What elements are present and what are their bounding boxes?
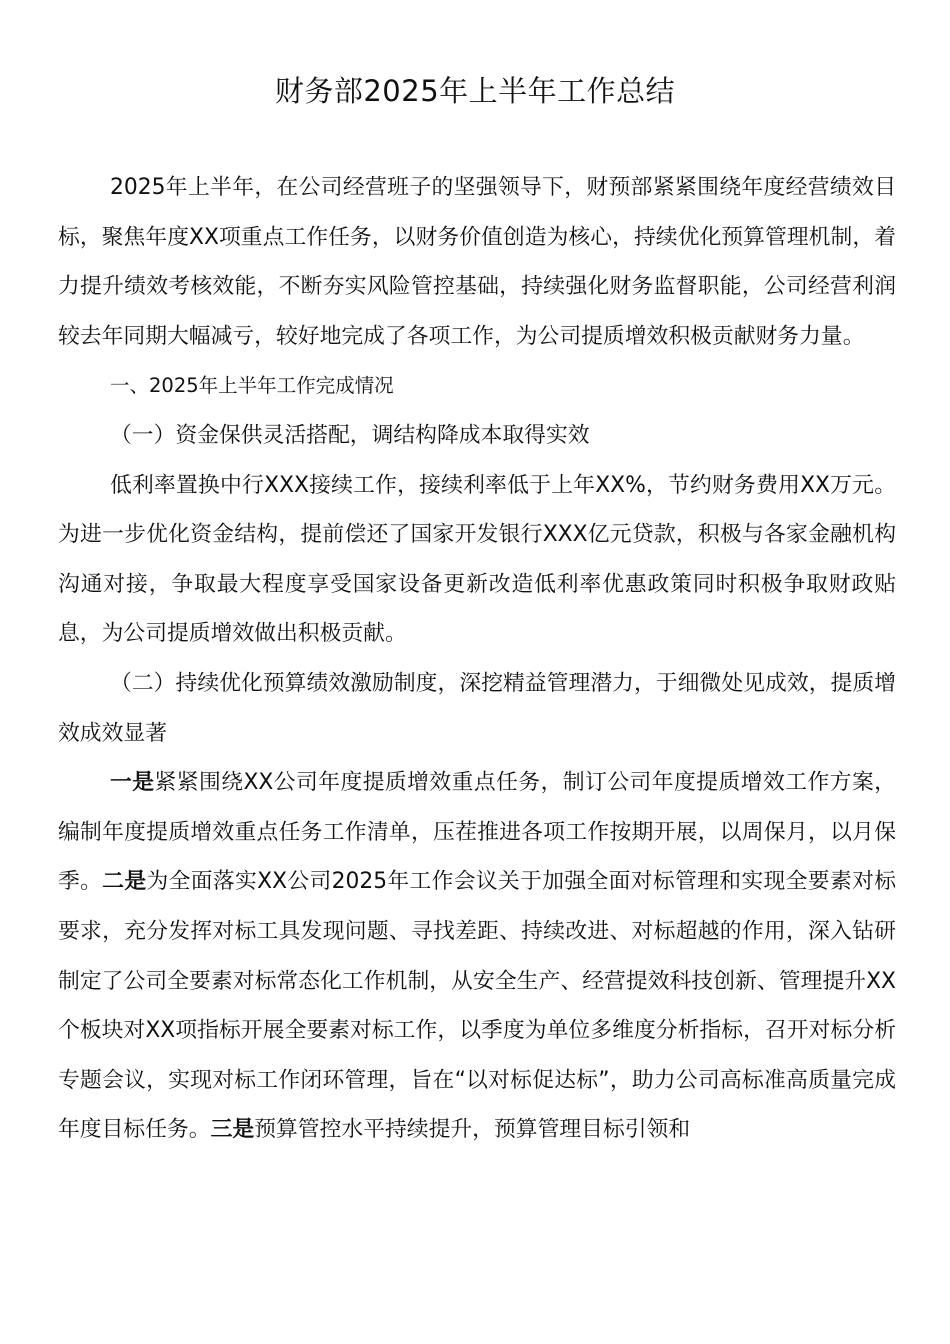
document-title: 财务部2025年上半年工作总结 [274, 74, 676, 108]
document-body [58, 163, 896, 1155]
section-heading: 一、2025年上半年工作完成情况 [110, 374, 394, 398]
subsection-paragraph: 低利率置换中行XXX接续工作，接续利率低于上年XX%，节约财务费用XX万元。为进一步优化资金结构，提前偿还了国家开发银行XXX亿元贷款，积极与各家金融机构沟通对接，争取最大程度享受国家设备更新改造低利率优惠政策同时积极争取财政贴息，为公司提质增效做出积极贡献。 [58, 472, 896, 647]
points-paragraph [58, 758, 896, 1155]
subsection-heading: （一）资金保供灵活搭配，调结构降成本取得实效 [110, 422, 590, 448]
subsection-heading: （二）持续优化预算绩效激励制度，深挖精益管理潜力，于细微处见成效，提质增效成效显著 [58, 670, 896, 746]
intro-paragraph: 2025年上半年，在公司经营班子的坚强领导下，财预部紧紧围绕年度经营绩效目标，聚焦年度XX项重点工作任务，以财务价值创造为核心，持续优化预算管理机制，着力提升绩效考核效能，不断夯实风险管控基础，持续强化财务监督职能，公司经营利润较去年同期大幅减亏，较好地完成了各项工作，为公司提质增效积极贡献财务力量。 [58, 175, 896, 349]
point-label: 二是 [102, 869, 147, 895]
point-text: 预算管控水平持续提升，预算管理目标引领和 [254, 1117, 691, 1143]
point-label: 三是 [210, 1117, 255, 1143]
point-label: 一是 [110, 770, 155, 796]
point-text: 紧紧围绕XX公司年度提质增效重点任务，制订公司年度提质增效工作方案，编制年度提质增效重点任务工作清单，压茬推进各项工作按期开展，以周保月，以月保季。 [58, 770, 896, 895]
point-text: 为全面落实XX公司2025年工作会议关于加强全面对标管理和实现全要素对标要求，充分发挥对标工具发现问题、寻找差距、持续改进、对标超越的作用，深入钻研制定了公司全要素对标常态化工作机制，从安全生产、经营提效科技创新、管理提升XX个板块对XX项指标开展全要素对标工作，以季度为单位多维度分析指标，召开对标分析专题会议，实现对标工作闭环管理，旨在“以对标促达标”，助力公司高标准高质量完成年度目标任务。 [58, 869, 896, 1143]
